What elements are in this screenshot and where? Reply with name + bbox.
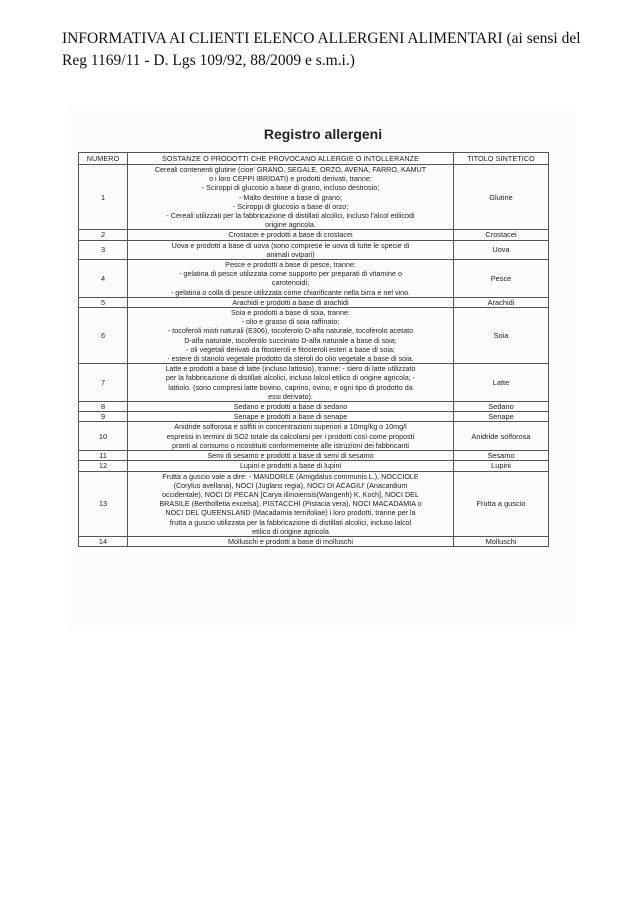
allergen-description bbox=[128, 451, 454, 461]
allergen-short-title: Soia bbox=[454, 308, 549, 364]
allergen-number: 12 bbox=[79, 461, 128, 471]
table-row bbox=[79, 297, 549, 307]
allergen-short-title: Sesamo bbox=[454, 451, 549, 461]
allergen-number: 9 bbox=[79, 412, 128, 422]
description-line: Arachidi e prodotti a base di arachidi bbox=[232, 297, 349, 307]
allergen-description bbox=[128, 260, 454, 298]
allergen-short-title: Anidride solforosa bbox=[454, 422, 549, 451]
description-line: Semi di sesamo e prodotti a base di semi di sesamo bbox=[207, 451, 374, 461]
column-header-short-title: TITOLO SINTETICO bbox=[454, 153, 549, 165]
allergen-description bbox=[128, 364, 454, 402]
table-row bbox=[79, 461, 549, 471]
allergen-number: 4 bbox=[79, 260, 128, 298]
table-row bbox=[79, 471, 549, 536]
description-line: - Cereali utilizzati per la fabbricazione di distillati alcolici, incluso l'alcol etilicodi bbox=[166, 211, 415, 221]
table-row bbox=[79, 364, 549, 402]
table-row bbox=[79, 412, 549, 422]
description-line: Lupini e prodotti a base di lupini bbox=[239, 461, 342, 471]
allergen-short-title: Senape bbox=[454, 412, 549, 422]
table-row bbox=[79, 230, 549, 240]
description-line: - gelatina o colla di pesce utilizzata come chiarificante nella birra e nel vino. bbox=[170, 287, 411, 297]
allergen-short-title: Frutta a guscio bbox=[454, 471, 549, 536]
allergen-number: 2 bbox=[79, 230, 128, 240]
allergen-table-body bbox=[79, 165, 549, 547]
allergen-description bbox=[128, 402, 454, 412]
description-line: espressi in termini di SO2 totale da calcolarsi per i prodotti così come proposti bbox=[166, 431, 415, 441]
description-line: carotenoidi; bbox=[271, 278, 310, 288]
table-row bbox=[79, 422, 549, 451]
description-line: Crostacei e prodotti a base di crostacei bbox=[228, 230, 353, 240]
description-line: frutta a guscio utilizzata per la fabbricazione di distillati alcolici, incluso lalcol bbox=[169, 517, 412, 527]
description-line: - estere di stanolo vegetale prodotto da steroli do olio vegetale a base di soia. bbox=[167, 354, 414, 364]
document-header: INFORMATIVA AI CLIENTI ELENCO ALLERGENI ALIMENTARI (ai sensi del Reg 1169/11 - D. Lgs 109/92, 88/2009 e s.m.i.) bbox=[62, 30, 581, 69]
table-row bbox=[79, 165, 549, 230]
allergen-number: 3 bbox=[79, 240, 128, 259]
table-row bbox=[79, 536, 549, 546]
allergen-number: 13 bbox=[79, 471, 128, 536]
allergen-description bbox=[128, 165, 454, 230]
allergen-short-title: Lupini bbox=[454, 461, 549, 471]
allergen-description bbox=[128, 461, 454, 471]
allergen-description bbox=[128, 308, 454, 364]
allergen-description bbox=[128, 412, 454, 422]
table-row bbox=[79, 240, 549, 259]
description-line: Molluschi e prodotti a base di molluschi bbox=[227, 536, 354, 546]
description-line: Frutta a guscio vale a dire: - MANDORLE (Amigdalus communis L.), NOCCIOLE bbox=[162, 471, 419, 481]
allergen-number: 6 bbox=[79, 308, 128, 364]
allergen-description bbox=[128, 422, 454, 451]
allergen-description bbox=[128, 297, 454, 307]
description-line: pronti al consumo o ricostituiti conformemente alle istruzioni dei fabbricanti bbox=[172, 440, 409, 450]
description-line: - oli vegetali derivati da fitosteroli e fitosteroli esteri a base di soia; bbox=[186, 344, 395, 354]
description-line: - tocoferoli misti naturali (E306), tocoferolo D-alfa naturale, tocoferolo acetato bbox=[167, 326, 414, 336]
description-line: - gelatina di pesce utilizzata come supporto per preparati di vitamine o bbox=[179, 269, 402, 279]
allergen-register-scan bbox=[70, 108, 576, 628]
column-header-substances: SOSTANZE O PRODOTTI CHE PROVOCANO ALLERGIE O INTOLLERANZE bbox=[128, 153, 454, 165]
description-line: Soia e prodotti a base di soia, tranne: bbox=[230, 308, 351, 318]
allergen-short-title: Molluschi bbox=[454, 536, 549, 546]
description-line: - olio e grasso di soia raffinato; bbox=[241, 317, 340, 327]
description-line: lattiolo. (sono compresi latte bovino, caprino, ovino, e ogni tipo di prodotto da bbox=[168, 382, 413, 392]
description-line: BRASILE (Bertholletia excelsa), PISTACCHI (Pistacia vera), NOCI MACADAMIA o bbox=[159, 499, 422, 509]
description-line: - Sciroppi di glucosio a base di orzo; bbox=[232, 201, 349, 211]
description-line: Pesce e prodotti a base di pesce, tranne: bbox=[225, 260, 356, 270]
allergen-number: 14 bbox=[79, 536, 128, 546]
allergen-short-title: Arachidi bbox=[454, 297, 549, 307]
allergen-number: 10 bbox=[79, 422, 128, 451]
allergen-description bbox=[128, 536, 454, 546]
table-row bbox=[79, 260, 549, 298]
allergen-table bbox=[78, 152, 549, 547]
allergen-number: 5 bbox=[79, 297, 128, 307]
description-line: per la fabbricazione di distillati alcolici, incluso lalcol etilico di origine agricola; - bbox=[165, 373, 416, 383]
allergen-number: 1 bbox=[79, 165, 128, 230]
description-line: occidentale), NOCI DI PECAN [Carya illinoiensis(Wangenh) K. Koch], NOCI DEL bbox=[162, 489, 419, 499]
allergen-description bbox=[128, 240, 454, 259]
register-title: Registro allergeni bbox=[263, 126, 383, 142]
allergen-number: 11 bbox=[79, 451, 128, 461]
description-line: D-alfa naturale, tocoferolo succinato D-alfa naturale a base di soia; bbox=[184, 335, 397, 345]
allergen-short-title: Crostacei bbox=[454, 230, 549, 240]
description-line: - Malto destrine a base di grano; bbox=[238, 192, 343, 202]
allergen-short-title: Latte bbox=[454, 364, 549, 402]
description-line: essi derivato). bbox=[268, 391, 313, 401]
description-line: NOCI DEL QUEENSLAND (Macadamia ternifoliae) i loro prodotti, tranne per la bbox=[165, 508, 416, 518]
description-line: Cereali contenenti glutine (cioe' GRANO, SEGALE, ORZO, AVENA, FARRO, KAMUT bbox=[154, 165, 427, 174]
description-line: animali ovipari) bbox=[266, 249, 315, 259]
description-line: - Sciroppi di glucosio a base di grano, incluso destrosio; bbox=[201, 183, 380, 193]
description-line: Senape e prodotti a base di senape bbox=[233, 412, 348, 422]
table-row bbox=[79, 451, 549, 461]
description-line: etilico di origine agricola bbox=[252, 526, 329, 536]
allergen-short-title: Uova bbox=[454, 240, 549, 259]
table-row bbox=[79, 402, 549, 412]
description-line: origine agricola. bbox=[265, 220, 316, 230]
allergen-description bbox=[128, 230, 454, 240]
table-header-row bbox=[79, 153, 549, 165]
allergen-short-title: Pesce bbox=[454, 260, 549, 298]
allergen-number: 7 bbox=[79, 364, 128, 402]
description-line: Uova e prodotti a base di uova (sono comprese le uova di tutte le specie di bbox=[171, 240, 410, 250]
description-line: Anidride solforosa e solfiti in concentrazioni superiori a 10mg/kg o 10mg/l bbox=[174, 422, 407, 432]
description-line: Latte e prodotti a base di latte (incluso lattosio), tranne: - siero di latte utilizzato bbox=[165, 364, 416, 374]
allergen-short-title: Sedano bbox=[454, 402, 549, 412]
allergen-number: 8 bbox=[79, 402, 128, 412]
allergen-short-title: Glutine bbox=[454, 165, 549, 230]
description-line: o i loro CEPPI IBRIDATI) e prodotti derivati, tranne: bbox=[209, 174, 372, 184]
description-line: Sedano e prodotti a base di sedano bbox=[233, 402, 348, 412]
allergen-description bbox=[128, 471, 454, 536]
description-line: (Corylus avellana), NOCI (Juglans regia), NOCI DI ACAGIU' (Anacardium bbox=[173, 480, 408, 490]
table-row bbox=[79, 308, 549, 364]
column-header-number: NUMERO bbox=[79, 153, 128, 165]
